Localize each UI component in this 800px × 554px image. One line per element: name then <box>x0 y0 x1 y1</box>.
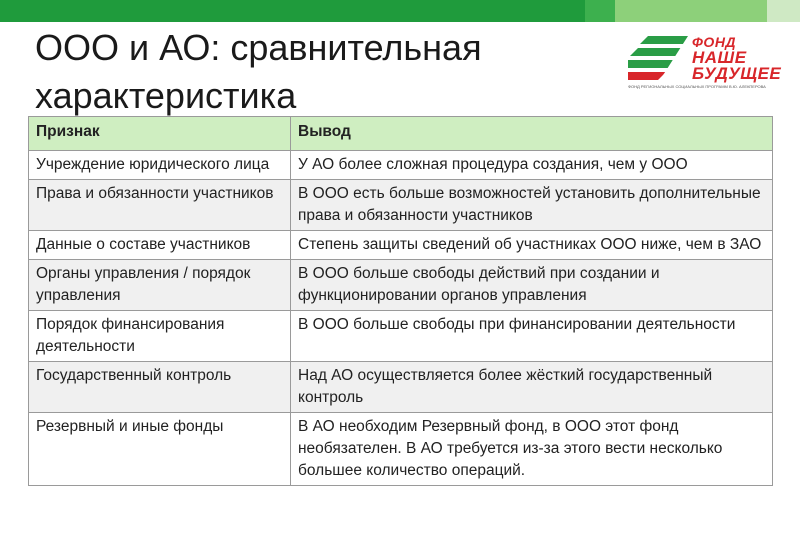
logo-text-line-3: БУДУЩЕЕ <box>692 64 782 83</box>
feature-cell: Государственный контроль <box>29 362 291 413</box>
header-conclusion: Вывод <box>291 117 773 151</box>
conclusion-cell: У АО более сложная процедура создания, чем у ООО <box>291 151 773 180</box>
conclusion-cell: В АО необходим Резервный фонд, в ООО этот фонд необязателен. В АО требуется из-за этого вести несколько большее количество операций. <box>291 413 773 486</box>
logo-subtitle: ФОНД РЕГИОНАЛЬНЫХ СОЦИАЛЬНЫХ ПРОГРАММ В.Ю. АЛЕКПЕРОВА <box>628 84 766 89</box>
top-bar-segment-medium <box>585 0 615 22</box>
feature-cell: Данные о составе участников <box>29 231 291 260</box>
table-row <box>29 151 773 180</box>
feature-cell: Органы управления / порядок управления <box>29 260 291 311</box>
table-row <box>29 362 773 413</box>
table-row <box>29 413 773 486</box>
comparison-table <box>28 116 773 486</box>
conclusion-cell: Над АО осуществляется более жёсткий государственный контроль <box>291 362 773 413</box>
slide-title-line-2: характеристика <box>35 75 297 116</box>
table-row <box>29 311 773 362</box>
table-header-row <box>29 117 773 151</box>
feature-cell: Учреждение юридического лица <box>29 151 291 180</box>
table-row <box>29 180 773 231</box>
fund-logo <box>628 34 793 90</box>
top-bar-segment-pale <box>767 0 800 22</box>
slide-title <box>35 24 595 120</box>
top-bar-segment-light <box>615 0 767 22</box>
conclusion-cell: В ООО больше свободы при финансировании деятельности <box>291 311 773 362</box>
logo-text-line-2: НАШЕ <box>692 48 747 67</box>
feature-cell: Резервный и иные фонды <box>29 413 291 486</box>
logo-mark-icon <box>628 34 698 84</box>
feature-cell: Порядок финансирования деятельности <box>29 311 291 362</box>
conclusion-cell: В ООО есть больше возможностей установить дополнительные права и обязанности участников <box>291 180 773 231</box>
top-color-bar <box>0 0 800 22</box>
conclusion-cell: Степень защиты сведений об участниках ООО ниже, чем в ЗАО <box>291 231 773 260</box>
top-bar-segment-dark <box>0 0 585 22</box>
table-row <box>29 260 773 311</box>
header-feature: Признак <box>29 117 291 151</box>
conclusion-cell: В ООО больше свободы действий при создании и функционировании органов управления <box>291 260 773 311</box>
logo-text-line-1: ФОНД <box>692 34 737 50</box>
table-row <box>29 231 773 260</box>
feature-cell: Права и обязанности участников <box>29 180 291 231</box>
slide-title-line-1: ООО и АО: сравнительная <box>35 27 482 68</box>
